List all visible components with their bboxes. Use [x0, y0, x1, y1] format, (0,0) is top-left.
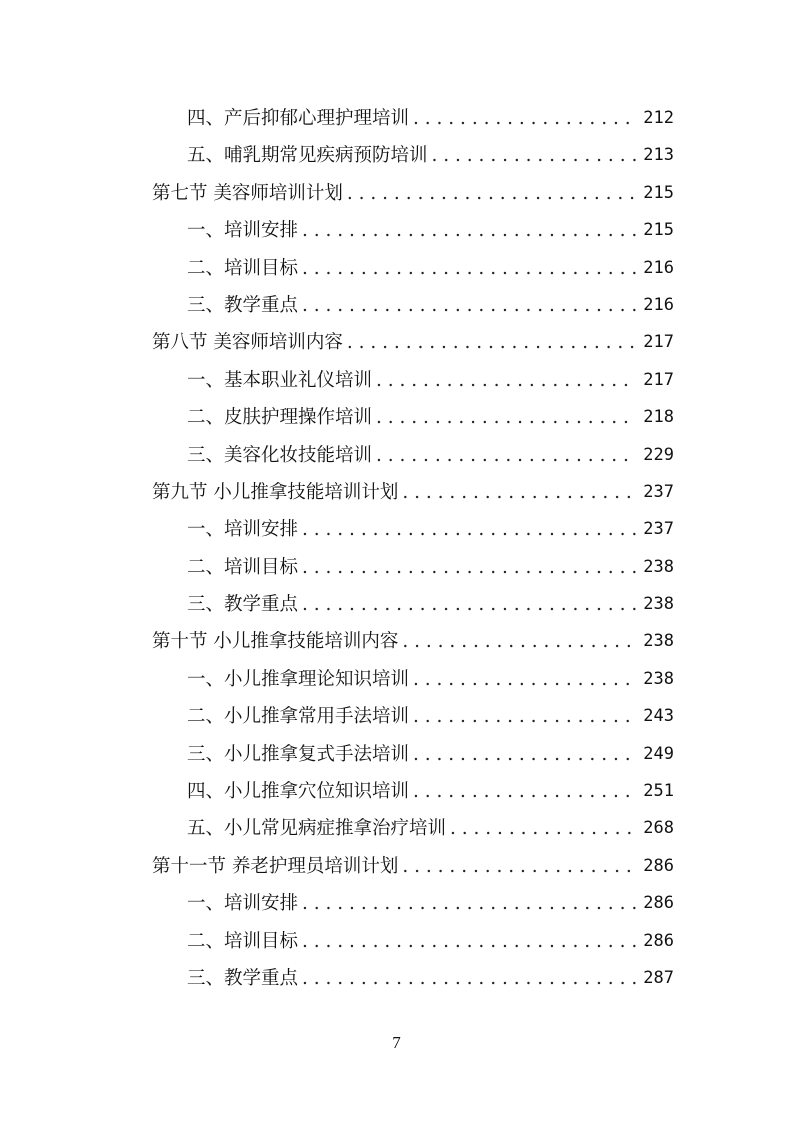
toc-entry-title: 一、培训安排 — [187, 519, 299, 541]
toc-entry[interactable] — [152, 511, 674, 548]
toc-entry-page: 229 — [643, 444, 674, 465]
toc-entry[interactable] — [152, 250, 674, 287]
toc-section-title: 第十节 小儿推拿技能培训内容 — [152, 631, 399, 653]
toc-entry-title: 三、教学重点 — [187, 594, 299, 616]
toc-section-title: 第九节 小儿推拿技能培训计划 — [152, 481, 399, 503]
toc-entry-page: 216 — [643, 294, 674, 315]
toc-entry-page: 287 — [643, 967, 674, 988]
toc-entry-title: 二、小儿推拿常用手法培训 — [187, 706, 410, 728]
dot-leader — [432, 137, 636, 174]
toc-entry-page: 217 — [643, 369, 674, 390]
dot-leader — [402, 848, 636, 885]
toc-entry-title: 一、基本职业礼仪培训 — [187, 369, 373, 391]
dot-leader — [450, 810, 636, 847]
toc-entry-page: 237 — [643, 481, 674, 502]
dot-leader — [413, 773, 636, 810]
toc-entry[interactable] — [152, 586, 674, 623]
toc-entry[interactable] — [152, 885, 674, 922]
dot-leader — [302, 923, 636, 960]
toc-entry-page: 218 — [643, 407, 674, 428]
dot-leader — [302, 960, 636, 997]
dot-leader — [413, 661, 636, 698]
toc-entry-title: 一、培训安排 — [187, 220, 299, 242]
toc-entry[interactable] — [152, 736, 674, 773]
toc-entry-page: 249 — [643, 743, 674, 764]
toc-entry-title: 四、产后抑郁心理护理培训 — [187, 107, 410, 129]
toc-entry[interactable] — [152, 212, 674, 249]
toc-entry-page: 238 — [643, 594, 674, 615]
toc-entry-page: 213 — [643, 145, 674, 166]
dot-leader — [347, 324, 636, 361]
toc-entry-title: 一、培训安排 — [187, 893, 299, 915]
dot-leader — [302, 586, 636, 623]
toc-entry-page: 286 — [643, 855, 674, 876]
toc-entry-page: 286 — [643, 930, 674, 951]
toc-section[interactable] — [152, 848, 674, 885]
dot-leader — [376, 437, 636, 474]
toc-section[interactable] — [152, 324, 674, 361]
toc-entry-page: 268 — [643, 818, 674, 839]
toc-entry-page: 238 — [643, 631, 674, 652]
toc-entry-title: 二、培训目标 — [187, 257, 299, 279]
dot-leader — [302, 885, 636, 922]
dot-leader — [413, 100, 636, 137]
toc-entry-title: 二、皮肤护理操作培训 — [187, 407, 373, 429]
toc-entry-page: 215 — [643, 182, 674, 203]
toc-entry-title: 一、小儿推拿理论知识培训 — [187, 668, 410, 690]
dot-leader — [302, 287, 636, 324]
toc-entry[interactable] — [152, 698, 674, 735]
dot-leader — [376, 362, 636, 399]
toc-entry-page: 238 — [643, 668, 674, 689]
toc-entry-page: 212 — [643, 107, 674, 128]
toc-entry-title: 三、美容化妆技能培训 — [187, 444, 373, 466]
toc-entry[interactable] — [152, 399, 674, 436]
dot-leader — [302, 511, 636, 548]
toc-section[interactable] — [152, 474, 674, 511]
toc-entry-page: 243 — [643, 706, 674, 727]
dot-leader — [302, 250, 636, 287]
toc-entry[interactable] — [152, 437, 674, 474]
dot-leader — [302, 549, 636, 586]
dot-leader — [413, 736, 636, 773]
toc-entry[interactable] — [152, 549, 674, 586]
toc-entry-page: 216 — [643, 257, 674, 278]
toc-entry[interactable] — [152, 923, 674, 960]
toc-section[interactable] — [152, 175, 674, 212]
toc-entry[interactable] — [152, 362, 674, 399]
toc-section-title: 第十一节 养老护理员培训计划 — [152, 855, 399, 877]
toc-entry-title: 五、小儿常见病症推拿治疗培训 — [187, 818, 447, 840]
dot-leader — [376, 399, 636, 436]
toc-entry-title: 四、小儿推拿穴位知识培训 — [187, 781, 410, 803]
dot-leader — [402, 474, 636, 511]
toc-entry[interactable] — [152, 100, 674, 137]
toc-entry-title: 三、教学重点 — [187, 967, 299, 989]
toc-entry[interactable] — [152, 773, 674, 810]
toc-section-title: 第八节 美容师培训内容 — [152, 332, 343, 354]
table-of-contents — [152, 100, 674, 997]
toc-entry[interactable] — [152, 137, 674, 174]
page-number: 7 — [392, 1033, 401, 1052]
toc-entry-page: 238 — [643, 556, 674, 577]
toc-entry-page: 217 — [643, 332, 674, 353]
toc-entry-title: 三、小儿推拿复式手法培训 — [187, 743, 410, 765]
toc-entry[interactable] — [152, 661, 674, 698]
dot-leader — [302, 212, 636, 249]
toc-entry-page: 251 — [643, 781, 674, 802]
toc-entry-page: 286 — [643, 893, 674, 914]
dot-leader — [402, 623, 636, 660]
toc-entry-page: 215 — [643, 220, 674, 241]
dot-leader — [413, 698, 636, 735]
toc-entry[interactable] — [152, 287, 674, 324]
dot-leader — [347, 175, 636, 212]
toc-entry-title: 三、教学重点 — [187, 294, 299, 316]
toc-entry-title: 五、哺乳期常见疾病预防培训 — [187, 145, 428, 167]
toc-section-title: 第七节 美容师培训计划 — [152, 182, 343, 204]
toc-entry[interactable] — [152, 810, 674, 847]
toc-section[interactable] — [152, 623, 674, 660]
toc-entry-title: 二、培训目标 — [187, 930, 299, 952]
toc-entry[interactable] — [152, 960, 674, 997]
toc-entry-title: 二、培训目标 — [187, 556, 299, 578]
toc-entry-page: 237 — [643, 519, 674, 540]
